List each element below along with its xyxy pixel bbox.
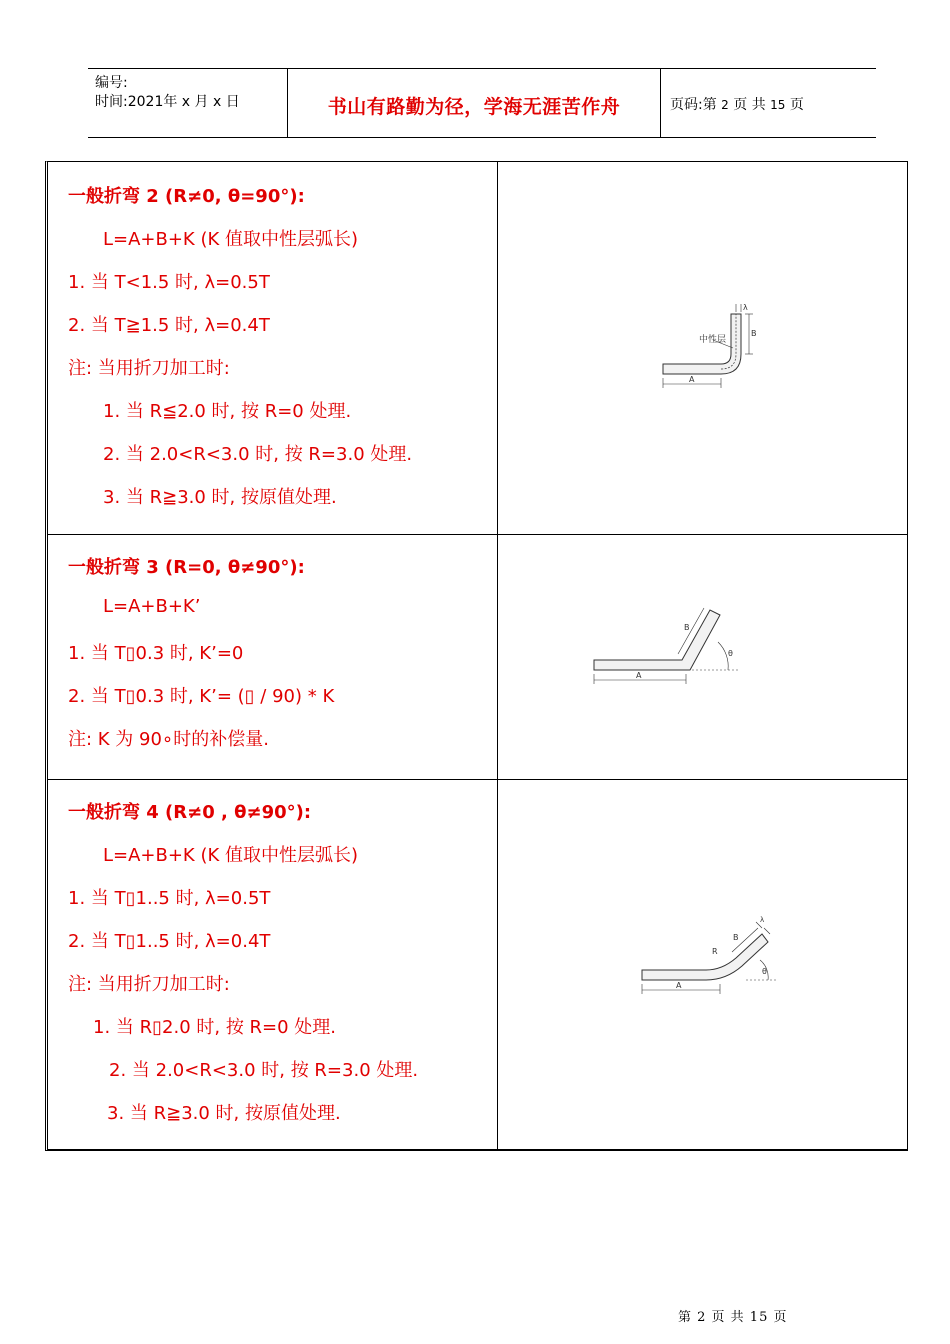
formula-line: L=A+B+K (K 值取中性层弧长)	[103, 845, 359, 866]
note-line: 注: 当用折刀加工时:	[68, 358, 230, 379]
radius-label: R	[712, 947, 718, 956]
header-page-cell	[661, 69, 876, 137]
note-item: 1. 当 R≦2.0 时, 按 R=0 处理.	[103, 401, 352, 422]
bend-diagram-angle	[588, 598, 748, 688]
note-item: 1. 当 R▯2.0 时, 按 R=0 处理.	[93, 1017, 337, 1038]
bend-diagram-radius-angle	[636, 914, 786, 1002]
page-number: 2	[721, 98, 729, 112]
time-rest: 年 x 月 x 日	[163, 94, 240, 110]
dimension-a-label: A	[676, 981, 682, 990]
note-item: 3. 当 R≧3.0 时, 按原值处理.	[103, 487, 337, 508]
time-line	[95, 91, 240, 111]
page-header	[88, 68, 876, 138]
rule-line: 1. 当 T<1.5 时, λ=0.5T	[68, 272, 270, 293]
formula-line: L=A+B+K (K 值取中性层弧长)	[103, 229, 359, 250]
section-title: 一般折弯 2 (R≠0, θ=90°):	[68, 186, 305, 207]
dimension-b-label: B	[684, 623, 690, 632]
theta-label: θ	[762, 967, 767, 976]
row-divider	[48, 534, 907, 535]
dimension-b-label: B	[733, 933, 739, 942]
dimension-b-label: B	[751, 329, 757, 338]
note-item: 2. 当 2.0<R<3.0 时, 按 R=3.0 处理.	[103, 444, 413, 465]
header-motto-cell	[287, 69, 661, 137]
page-footer: 第 2 页 共 15 页	[678, 1310, 788, 1325]
lambda-label: λ	[743, 303, 748, 312]
rule-line: 1. 当 T▯0.3 时, K’=0	[68, 643, 244, 664]
time-label: 时间:	[95, 94, 128, 110]
bend-formula-table	[45, 161, 908, 1151]
rule-line: 2. 当 T▯0.3 时, K’= (▯ / 90) * K	[68, 686, 335, 707]
row-divider	[48, 779, 907, 780]
note-line: 注: K 为 90∘时的补偿量.	[68, 729, 269, 750]
note-item: 3. 当 R≧3.0 时, 按原值处理.	[107, 1103, 341, 1124]
rule-line: 2. 当 T▯1..5 时, λ=0.4T	[68, 931, 271, 952]
page-suffix: 页	[789, 97, 804, 113]
motto: 书山有路勤为径，学海无涯苦作舟	[327, 96, 621, 118]
header-info-cell	[88, 69, 287, 137]
page-prefix: 页码:第	[670, 97, 717, 113]
column-divider	[497, 162, 498, 1149]
number-label: 编号:	[95, 75, 128, 91]
bend-diagram-90	[653, 300, 773, 392]
section-title: 一般折弯 3 (R=0, θ≠90°):	[68, 557, 305, 578]
note-line: 注: 当用折刀加工时:	[68, 974, 230, 995]
page-total: 15	[770, 98, 786, 112]
neutral-layer-label: 中性层	[699, 335, 727, 345]
formula-line: L=A+B+K’	[103, 596, 201, 617]
rule-line: 1. 当 T▯1..5 时, λ=0.5T	[68, 888, 271, 909]
theta-label: θ	[728, 649, 733, 658]
page-indicator	[670, 94, 804, 114]
dimension-a-label: A	[689, 375, 695, 384]
page-mid: 页 共	[733, 97, 766, 113]
time-year: 2021	[127, 94, 164, 110]
dimension-a-label: A	[636, 671, 642, 680]
section-title: 一般折弯 4 (R≠0 , θ≠90°):	[68, 802, 312, 823]
rule-line: 2. 当 T≧1.5 时, λ=0.4T	[68, 315, 270, 336]
note-item: 2. 当 2.0<R<3.0 时, 按 R=3.0 处理.	[109, 1060, 419, 1081]
lambda-label: λ	[760, 916, 765, 924]
